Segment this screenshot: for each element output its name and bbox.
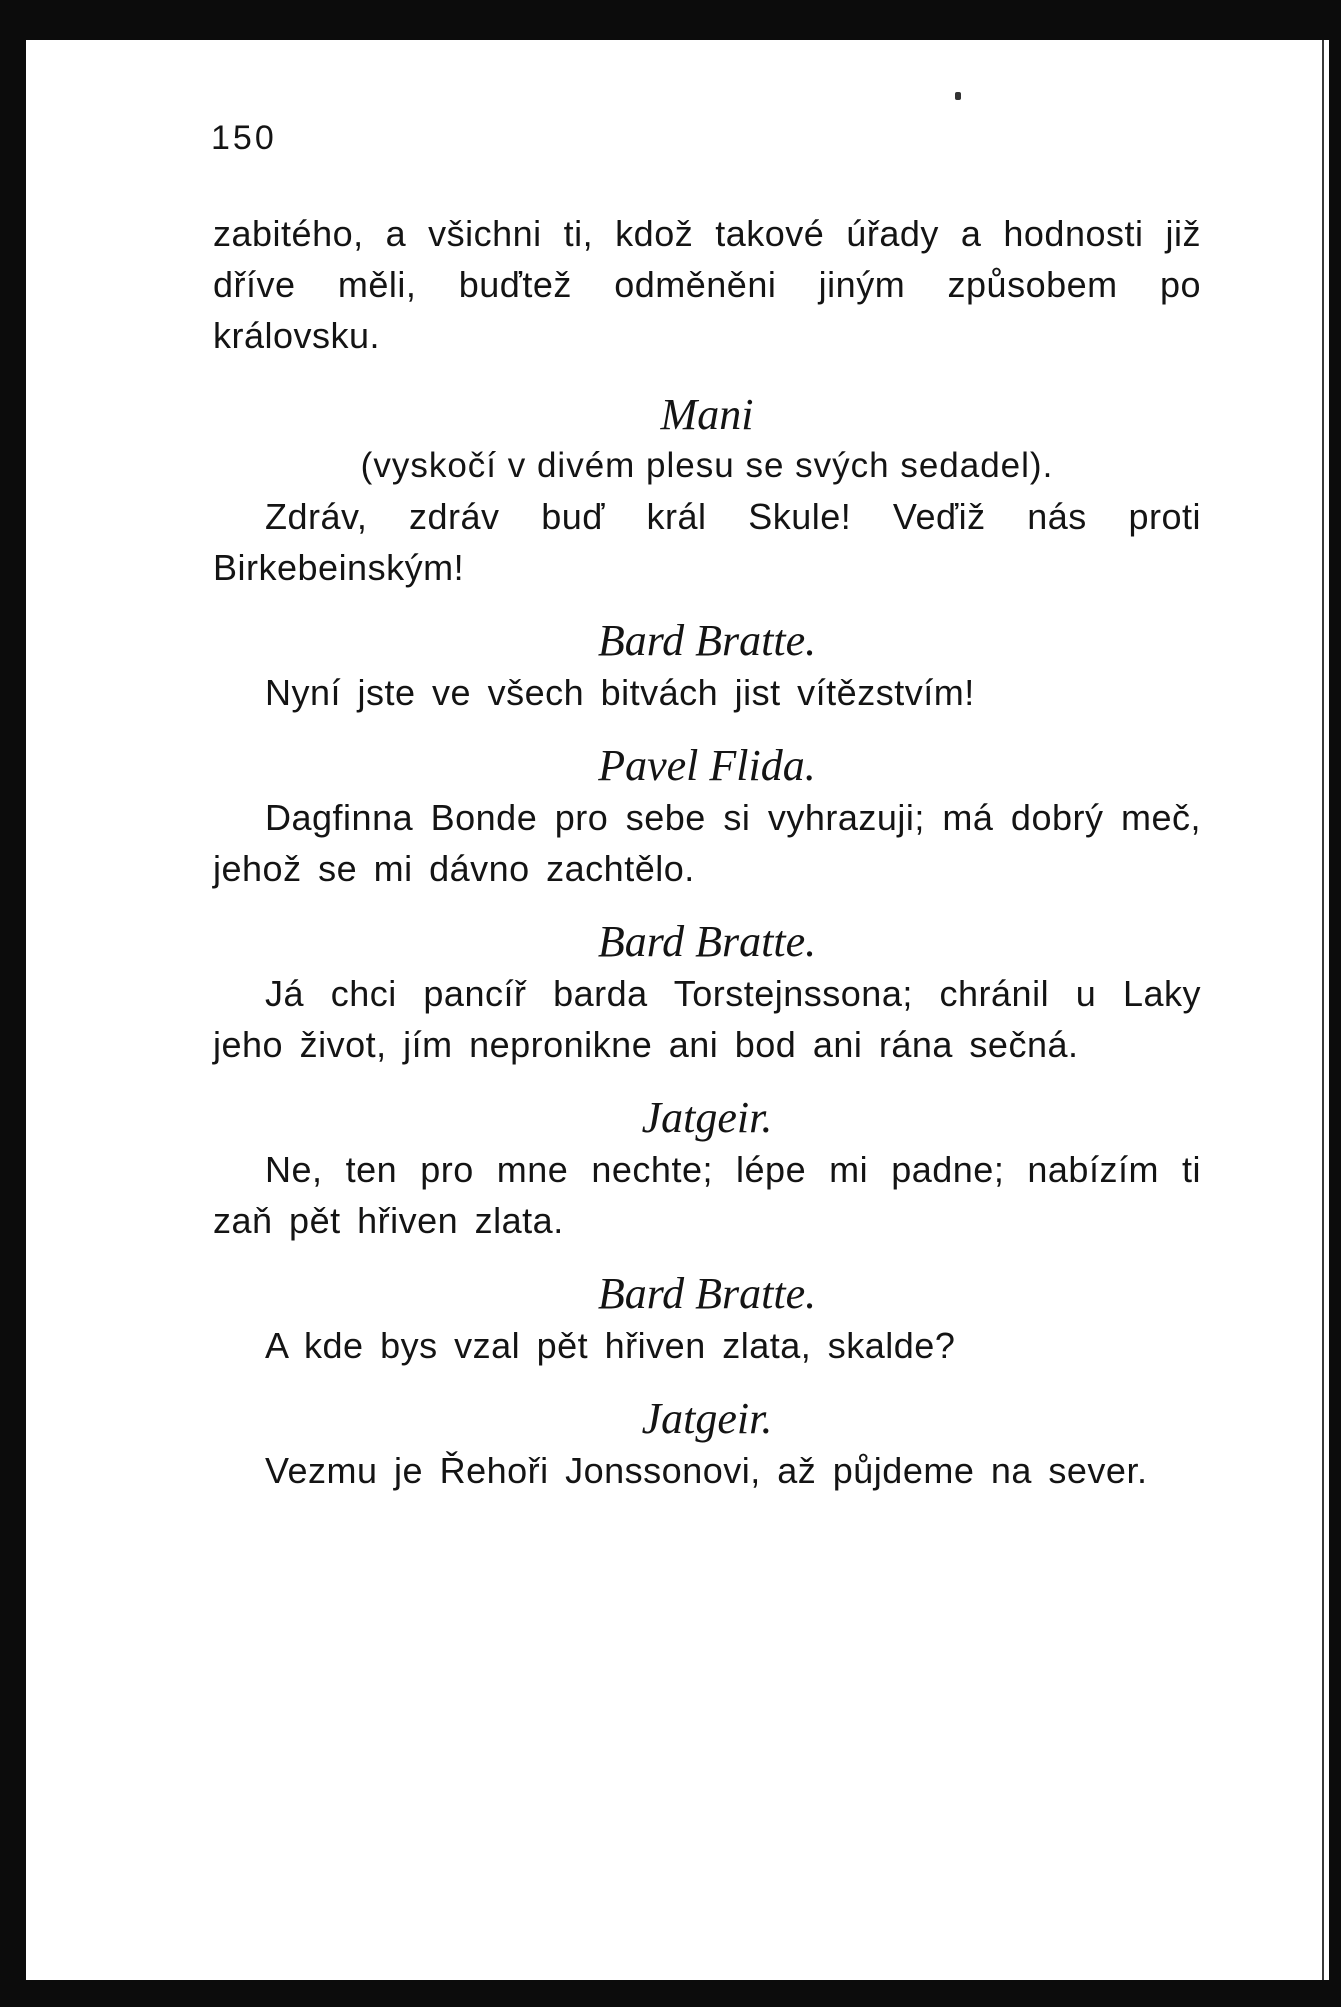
ink-speck — [955, 92, 961, 100]
speaker-bard-bratte-2: Bard Bratte. — [597, 917, 817, 966]
speaker-jatgeir-2: Jatgeir. — [641, 1394, 773, 1443]
stage-direction: (vyskočí v divém plesu se svých sedadel). — [360, 446, 1054, 485]
book-page — [213, 118, 1201, 1496]
scan-border-top — [0, 0, 1341, 40]
speaker-pavel-flida: Pavel Flida. — [598, 741, 816, 790]
page-number: 150 — [211, 119, 277, 157]
paragraph-mani: Zdráv, zdráv buď král Skule! Veďiž nás proti Birkebeinským! — [213, 496, 1201, 588]
speaker-bard-bratte-1: Bard Bratte. — [597, 616, 817, 665]
paragraph-jatgeir-1: Ne, ten pro mne nechte; lépe mi padne; nabízím ti zaň pět hřiven zlata. — [213, 1149, 1201, 1241]
paragraph-1: zabitého, a všichni ti, kdož takové úřady a hodnosti již dříve měli, buďtež odměněni jiným způsobem po královsku. — [213, 213, 1201, 356]
scan-border-left — [0, 0, 26, 2007]
scan-border-right-edge — [1322, 40, 1324, 2007]
scan-border-right — [1329, 0, 1341, 2007]
paragraph-pavel-flida: Dagfinna Bonde pro sebe si vyhrazuji; má dobrý meč, jehož se mi dávno zachtělo. — [213, 797, 1201, 889]
speaker-bard-bratte-3: Bard Bratte. — [597, 1269, 817, 1318]
speaker-mani: Mani — [660, 390, 754, 439]
paragraph-bard-bratte-3: A kde bys vzal pět hřiven zlata, skalde? — [265, 1325, 956, 1366]
speaker-jatgeir-1: Jatgeir. — [641, 1093, 773, 1142]
paragraph-bard-bratte-1: Nyní jste ve všech bitvách jist vítězstvím! — [265, 672, 975, 713]
paragraph-jatgeir-2: Vezmu je Řehoři Jonssonovi, až půjdeme na sever. — [265, 1450, 1148, 1491]
scan-border-bottom — [0, 1980, 1341, 2007]
paragraph-bard-bratte-2: Já chci pancíř barda Torstejnssona; chránil u Laky jeho život, jím nepronikne ani bod ani rána sečná. — [213, 973, 1201, 1065]
